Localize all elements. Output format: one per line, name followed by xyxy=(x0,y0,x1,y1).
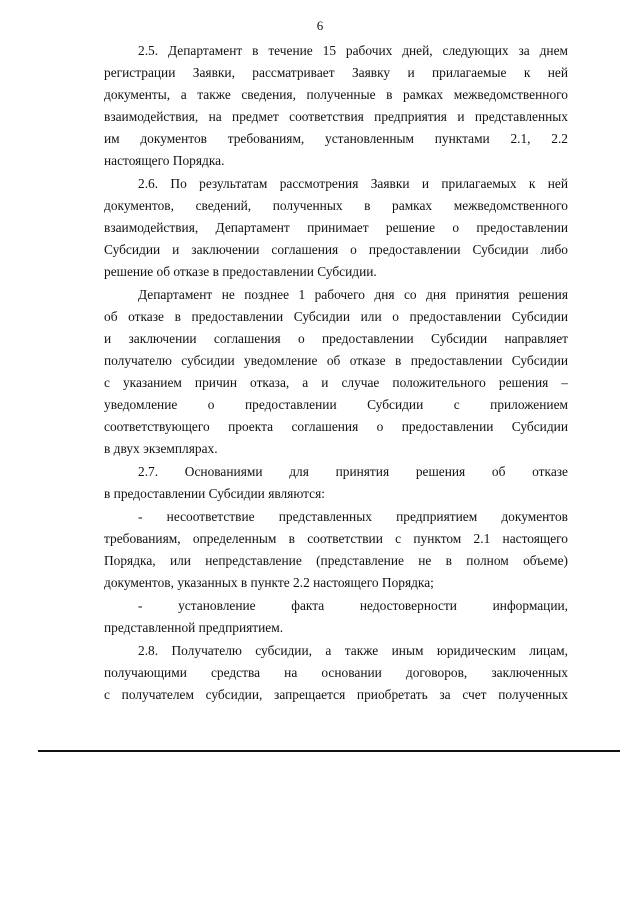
text-line: с указанием причин отказа, а и случае положительного решения – xyxy=(104,375,568,390)
paragraph-2-5 xyxy=(104,40,568,172)
text-line: Порядка, или непредставление (представление не в полном объеме) xyxy=(104,553,568,568)
text-line: решение об отказе в предоставлении Субсидии. xyxy=(104,264,377,279)
text-line: 2.6. По результатам рассмотрения Заявки и прилагаемых к ней xyxy=(138,176,568,191)
text-line: 2.8. Получателю субсидии, а также иным юридическим лицам, xyxy=(138,643,568,658)
text-line: настоящего Порядка. xyxy=(104,153,225,168)
text-line: получающими средства на основании договоров, заключенных xyxy=(104,665,568,680)
text-line: взаимодействия, на предмет соответствия предприятия и представленных xyxy=(104,109,568,124)
paragraph-2-8 xyxy=(104,640,568,706)
text-line: Субсидии и заключении соглашения о предоставлении Субсидии либо xyxy=(104,242,568,257)
text-line: получателю субсидии уведомление об отказе в предоставлении Субсидии xyxy=(104,353,568,368)
paragraph-2-7 xyxy=(104,461,568,505)
text-line: 2.7. Основаниями для принятия решения об отказе xyxy=(138,464,568,479)
page-number: 6 xyxy=(316,18,324,33)
text-line: с получателем субсидии, запрещается приобретать за счет полученных xyxy=(104,687,568,702)
text-line: требованиям, определенным в соответствии с пунктом 2.1 настоящего xyxy=(104,531,568,546)
text-line: - установление факта недостоверности информации, xyxy=(138,598,568,613)
text-line: в предоставлении Субсидии являются: xyxy=(104,486,326,501)
text-line: документы, а также сведения, полученные в рамках межведомственного xyxy=(104,87,568,102)
text-line: уведомление о предоставлении Субсидии с приложением xyxy=(104,397,568,412)
text-line: в двух экземплярах. xyxy=(104,441,218,456)
paragraph-notification xyxy=(104,284,568,460)
text-line: им документов требованиям, установленным пунктами 2.1, 2.2 xyxy=(104,131,568,146)
text-line: взаимодействия, Департамент принимает решение о предоставлении xyxy=(104,220,568,235)
document-body xyxy=(104,40,568,706)
text-line: и заключении соглашения о предоставлении Субсидии направляет xyxy=(104,331,568,346)
page-divider-line xyxy=(38,750,620,752)
list-item-unreliability xyxy=(104,595,568,639)
text-line: - несоответствие представленных предприятием документов xyxy=(138,509,568,524)
list-item-nonconformity xyxy=(104,506,568,594)
text-line: представленной предприятием. xyxy=(104,620,284,635)
text-line: 2.5. Департамент в течение 15 рабочих дней, следующих за днем xyxy=(138,43,568,58)
text-line: соответствующего проекта соглашения о предоставлении Субсидии xyxy=(104,419,568,434)
text-line: об отказе в предоставлении Субсидии или о предоставлении Субсидии xyxy=(104,309,568,324)
text-line: документов, указанных в пункте 2.2 настоящего Порядка; xyxy=(104,575,434,590)
paragraph-2-6 xyxy=(104,173,568,283)
text-line: регистрации Заявки, рассматривает Заявку и прилагаемые к ней xyxy=(104,65,568,80)
text-line: Департамент не позднее 1 рабочего дня со дня принятия решения xyxy=(138,287,568,302)
text-line: документов, сведений, полученных в рамках межведомственного xyxy=(104,198,568,213)
